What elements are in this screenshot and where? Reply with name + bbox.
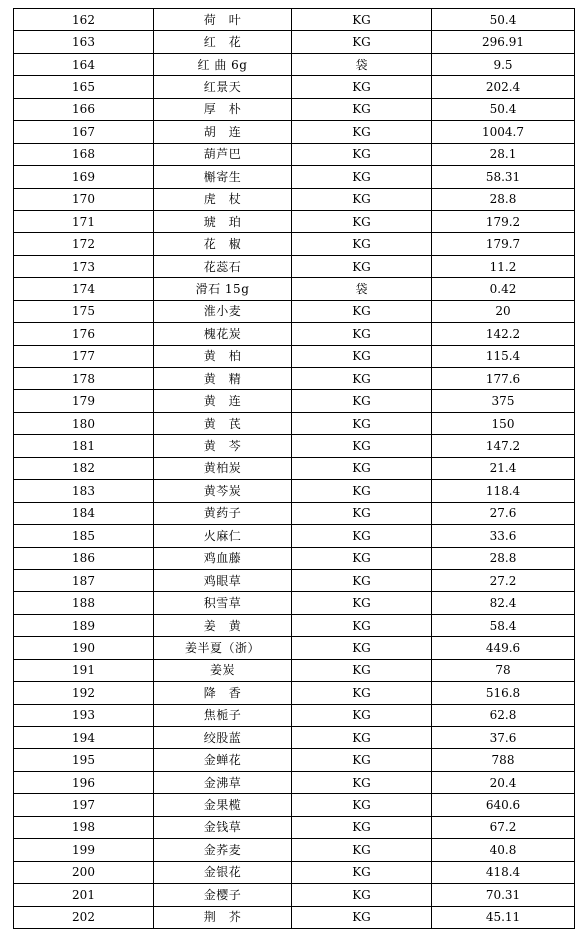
row-number-cell: 189 <box>14 614 154 636</box>
unit-cell: 袋 <box>292 53 432 75</box>
price-cell: 11.2 <box>432 255 575 277</box>
row-number-cell: 185 <box>14 525 154 547</box>
table-row <box>14 435 575 457</box>
table-row <box>14 457 575 479</box>
table-row <box>14 906 575 928</box>
price-cell: 58.31 <box>432 166 575 188</box>
herb-name-cell: 黄 芩 <box>154 435 292 457</box>
table-row <box>14 614 575 636</box>
herb-name-cell: 降 香 <box>154 682 292 704</box>
price-cell: 45.11 <box>432 906 575 928</box>
table-row <box>14 816 575 838</box>
unit-cell: KG <box>292 771 432 793</box>
table-row <box>14 727 575 749</box>
price-cell: 150 <box>432 412 575 434</box>
row-number-cell: 173 <box>14 255 154 277</box>
row-number-cell: 162 <box>14 9 154 31</box>
unit-cell: KG <box>292 457 432 479</box>
table-row <box>14 682 575 704</box>
row-number-cell: 175 <box>14 300 154 322</box>
herb-name-cell: 姜半夏（浙） <box>154 637 292 659</box>
herb-name-cell: 金果榄 <box>154 794 292 816</box>
table-row <box>14 76 575 98</box>
table-row <box>14 345 575 367</box>
price-cell: 28.8 <box>432 188 575 210</box>
herb-name-cell: 厚 朴 <box>154 98 292 120</box>
price-cell: 449.6 <box>432 637 575 659</box>
table-row <box>14 502 575 524</box>
unit-cell: KG <box>292 255 432 277</box>
herb-name-cell: 滑石 15g <box>154 278 292 300</box>
herb-name-cell: 金银花 <box>154 861 292 883</box>
row-number-cell: 166 <box>14 98 154 120</box>
unit-cell: KG <box>292 9 432 31</box>
herb-name-cell: 黄 连 <box>154 390 292 412</box>
herb-name-cell: 槐花炭 <box>154 323 292 345</box>
herb-name-cell: 金沸草 <box>154 771 292 793</box>
unit-cell: KG <box>292 368 432 390</box>
herb-name-cell: 金樱子 <box>154 884 292 906</box>
unit-cell: KG <box>292 323 432 345</box>
price-cell: 50.4 <box>432 98 575 120</box>
herb-name-cell: 槲寄生 <box>154 166 292 188</box>
price-cell: 33.6 <box>432 525 575 547</box>
table-row <box>14 143 575 165</box>
table-row <box>14 749 575 771</box>
table-row <box>14 323 575 345</box>
herb-name-cell: 姜 黄 <box>154 614 292 636</box>
price-cell: 82.4 <box>432 592 575 614</box>
unit-cell: KG <box>292 884 432 906</box>
row-number-cell: 202 <box>14 906 154 928</box>
price-cell: 40.8 <box>432 839 575 861</box>
price-cell: 516.8 <box>432 682 575 704</box>
herb-name-cell: 金钱草 <box>154 816 292 838</box>
herb-name-cell: 金蝉花 <box>154 749 292 771</box>
price-cell: 70.31 <box>432 884 575 906</box>
unit-cell: KG <box>292 906 432 928</box>
table-row <box>14 210 575 232</box>
row-number-cell: 165 <box>14 76 154 98</box>
unit-cell: KG <box>292 233 432 255</box>
row-number-cell: 176 <box>14 323 154 345</box>
unit-cell: KG <box>292 659 432 681</box>
unit-cell: KG <box>292 637 432 659</box>
price-cell: 0.42 <box>432 278 575 300</box>
unit-cell: KG <box>292 502 432 524</box>
unit-cell: KG <box>292 592 432 614</box>
price-cell: 296.91 <box>432 31 575 53</box>
row-number-cell: 198 <box>14 816 154 838</box>
table-row <box>14 547 575 569</box>
herb-name-cell: 积雪草 <box>154 592 292 614</box>
table-row <box>14 480 575 502</box>
table-row <box>14 166 575 188</box>
herb-price-table <box>13 8 575 929</box>
table-row <box>14 569 575 591</box>
row-number-cell: 200 <box>14 861 154 883</box>
unit-cell: KG <box>292 166 432 188</box>
herb-name-cell: 黄 柏 <box>154 345 292 367</box>
table-row <box>14 188 575 210</box>
price-cell: 788 <box>432 749 575 771</box>
unit-cell: 袋 <box>292 278 432 300</box>
herb-name-cell: 火麻仁 <box>154 525 292 547</box>
table-row <box>14 884 575 906</box>
unit-cell: KG <box>292 525 432 547</box>
price-cell: 62.8 <box>432 704 575 726</box>
row-number-cell: 192 <box>14 682 154 704</box>
unit-cell: KG <box>292 345 432 367</box>
row-number-cell: 171 <box>14 210 154 232</box>
price-cell: 58.4 <box>432 614 575 636</box>
row-number-cell: 195 <box>14 749 154 771</box>
table-row <box>14 861 575 883</box>
table-row <box>14 53 575 75</box>
row-number-cell: 193 <box>14 704 154 726</box>
herb-name-cell: 黄 精 <box>154 368 292 390</box>
row-number-cell: 183 <box>14 480 154 502</box>
table-row <box>14 771 575 793</box>
unit-cell: KG <box>292 569 432 591</box>
herb-name-cell: 红 花 <box>154 31 292 53</box>
price-cell: 1004.7 <box>432 121 575 143</box>
unit-cell: KG <box>292 480 432 502</box>
herb-name-cell: 黄柏炭 <box>154 457 292 479</box>
price-cell: 28.1 <box>432 143 575 165</box>
row-number-cell: 191 <box>14 659 154 681</box>
herb-name-cell: 胡 连 <box>154 121 292 143</box>
table-row <box>14 278 575 300</box>
herb-name-cell: 黄药子 <box>154 502 292 524</box>
price-cell: 27.2 <box>432 569 575 591</box>
table-row <box>14 839 575 861</box>
row-number-cell: 164 <box>14 53 154 75</box>
row-number-cell: 168 <box>14 143 154 165</box>
price-cell: 118.4 <box>432 480 575 502</box>
table-row <box>14 390 575 412</box>
herb-name-cell: 葫芦巴 <box>154 143 292 165</box>
row-number-cell: 170 <box>14 188 154 210</box>
unit-cell: KG <box>292 412 432 434</box>
unit-cell: KG <box>292 31 432 53</box>
herb-name-cell: 红 曲 6g <box>154 53 292 75</box>
price-cell: 179.2 <box>432 210 575 232</box>
unit-cell: KG <box>292 98 432 120</box>
table-row <box>14 9 575 31</box>
unit-cell: KG <box>292 861 432 883</box>
row-number-cell: 197 <box>14 794 154 816</box>
table-row <box>14 659 575 681</box>
price-cell: 142.2 <box>432 323 575 345</box>
price-cell: 20.4 <box>432 771 575 793</box>
price-cell: 28.8 <box>432 547 575 569</box>
row-number-cell: 178 <box>14 368 154 390</box>
unit-cell: KG <box>292 210 432 232</box>
row-number-cell: 196 <box>14 771 154 793</box>
row-number-cell: 184 <box>14 502 154 524</box>
row-number-cell: 180 <box>14 412 154 434</box>
herb-name-cell: 荷 叶 <box>154 9 292 31</box>
row-number-cell: 186 <box>14 547 154 569</box>
table-row <box>14 704 575 726</box>
herb-name-cell: 虎 杖 <box>154 188 292 210</box>
row-number-cell: 172 <box>14 233 154 255</box>
unit-cell: KG <box>292 143 432 165</box>
unit-cell: KG <box>292 76 432 98</box>
table-row <box>14 31 575 53</box>
herb-name-cell: 绞股蓝 <box>154 727 292 749</box>
table-row <box>14 637 575 659</box>
price-cell: 50.4 <box>432 9 575 31</box>
herb-name-cell: 姜炭 <box>154 659 292 681</box>
table-row <box>14 255 575 277</box>
row-number-cell: 188 <box>14 592 154 614</box>
price-cell: 67.2 <box>432 816 575 838</box>
herb-name-cell: 红景天 <box>154 76 292 98</box>
unit-cell: KG <box>292 390 432 412</box>
table-row <box>14 300 575 322</box>
unit-cell: KG <box>292 816 432 838</box>
row-number-cell: 167 <box>14 121 154 143</box>
unit-cell: KG <box>292 121 432 143</box>
price-cell: 640.6 <box>432 794 575 816</box>
row-number-cell: 194 <box>14 727 154 749</box>
unit-cell: KG <box>292 839 432 861</box>
row-number-cell: 187 <box>14 569 154 591</box>
unit-cell: KG <box>292 749 432 771</box>
unit-cell: KG <box>292 188 432 210</box>
table-row <box>14 368 575 390</box>
table-row <box>14 794 575 816</box>
price-cell: 202.4 <box>432 76 575 98</box>
price-cell: 37.6 <box>432 727 575 749</box>
price-cell: 179.7 <box>432 233 575 255</box>
table-row <box>14 233 575 255</box>
herb-name-cell: 花 椒 <box>154 233 292 255</box>
table-row <box>14 412 575 434</box>
herb-name-cell: 黄芩炭 <box>154 480 292 502</box>
price-cell: 78 <box>432 659 575 681</box>
table-row <box>14 98 575 120</box>
unit-cell: KG <box>292 704 432 726</box>
price-cell: 418.4 <box>432 861 575 883</box>
price-cell: 147.2 <box>432 435 575 457</box>
unit-cell: KG <box>292 614 432 636</box>
row-number-cell: 174 <box>14 278 154 300</box>
herb-name-cell: 鸡血藤 <box>154 547 292 569</box>
row-number-cell: 169 <box>14 166 154 188</box>
table-row <box>14 121 575 143</box>
row-number-cell: 199 <box>14 839 154 861</box>
unit-cell: KG <box>292 300 432 322</box>
herb-name-cell: 淮小麦 <box>154 300 292 322</box>
row-number-cell: 177 <box>14 345 154 367</box>
unit-cell: KG <box>292 435 432 457</box>
row-number-cell: 163 <box>14 31 154 53</box>
price-cell: 115.4 <box>432 345 575 367</box>
unit-cell: KG <box>292 682 432 704</box>
herb-name-cell: 金荞麦 <box>154 839 292 861</box>
row-number-cell: 201 <box>14 884 154 906</box>
herb-name-cell: 琥 珀 <box>154 210 292 232</box>
price-cell: 21.4 <box>432 457 575 479</box>
row-number-cell: 182 <box>14 457 154 479</box>
price-cell: 20 <box>432 300 575 322</box>
price-cell: 375 <box>432 390 575 412</box>
herb-name-cell: 黄 芪 <box>154 412 292 434</box>
unit-cell: KG <box>292 547 432 569</box>
row-number-cell: 179 <box>14 390 154 412</box>
price-cell: 177.6 <box>432 368 575 390</box>
price-cell: 27.6 <box>432 502 575 524</box>
table-body <box>14 9 575 929</box>
herb-name-cell: 荆 芥 <box>154 906 292 928</box>
table-row <box>14 592 575 614</box>
unit-cell: KG <box>292 794 432 816</box>
table-row <box>14 525 575 547</box>
herb-name-cell: 花蕊石 <box>154 255 292 277</box>
herb-name-cell: 鸡眼草 <box>154 569 292 591</box>
price-cell: 9.5 <box>432 53 575 75</box>
herb-name-cell: 焦栀子 <box>154 704 292 726</box>
unit-cell: KG <box>292 727 432 749</box>
row-number-cell: 181 <box>14 435 154 457</box>
row-number-cell: 190 <box>14 637 154 659</box>
